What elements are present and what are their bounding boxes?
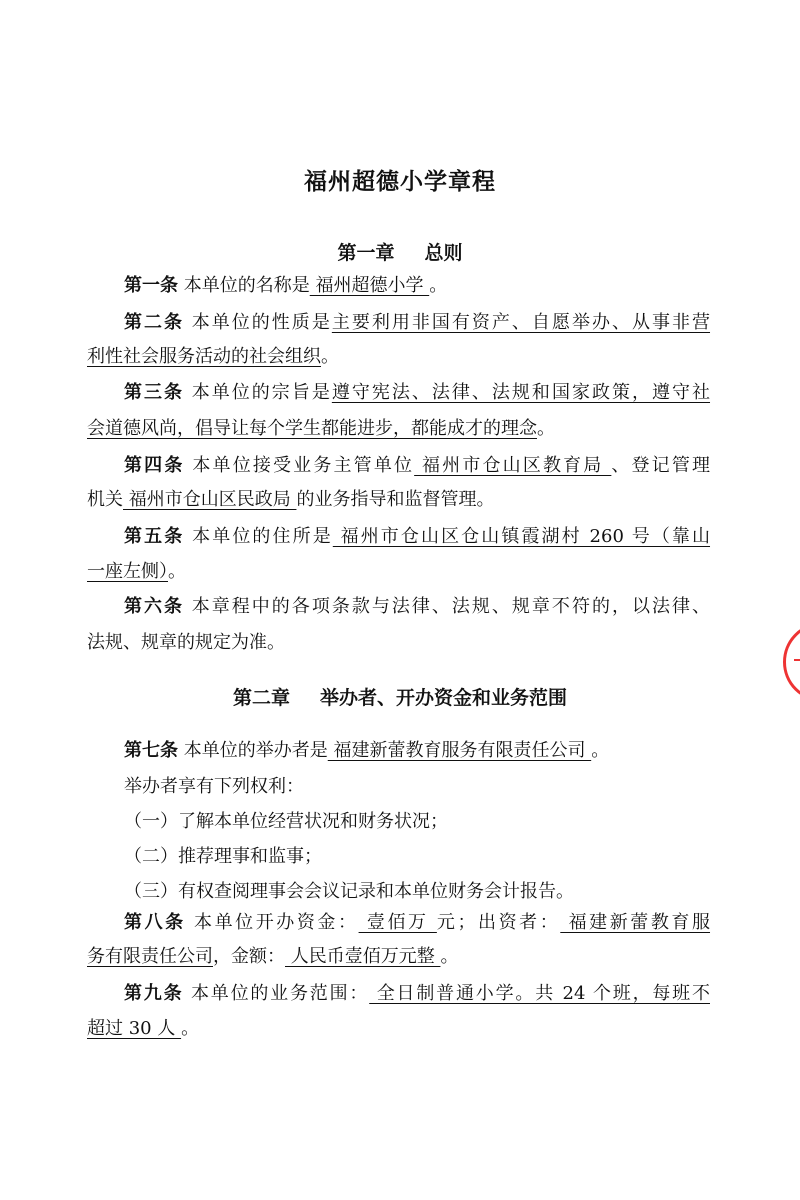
article-7-value: 福建新蕾教育服务有限责任公司 bbox=[327, 740, 592, 761]
article-9-line-2 bbox=[87, 1017, 717, 1041]
article-4-head: 第四条 bbox=[124, 455, 185, 476]
article-7-head: 第七条 bbox=[124, 740, 178, 761]
article-8-unit: 元；出资者： bbox=[436, 912, 561, 933]
article-9-pre: 本单位的业务范围： bbox=[190, 983, 370, 1004]
article-9-line-1 bbox=[124, 982, 754, 1006]
article-2-line-2 bbox=[87, 345, 717, 369]
article-9-post: 。 bbox=[181, 1018, 200, 1039]
article-4-pre: 本单位接受业务主管单位 bbox=[192, 455, 415, 476]
chapter-1-label: 第一章 bbox=[337, 242, 395, 264]
article-9-value-2: 超过 30 人 bbox=[87, 1018, 182, 1039]
article-8-investor-1: 福建新蕾教育服 bbox=[560, 912, 711, 933]
article-8-amount-text: 人民币壹佰万元整 bbox=[285, 946, 441, 967]
article-8-investor-2: 务有限责任公司 bbox=[87, 946, 213, 967]
article-6-line-2 bbox=[87, 631, 717, 655]
article-1-head: 第一条 bbox=[124, 275, 178, 296]
rights-item-1: （一）了解本单位经营状况和财务状况； bbox=[124, 811, 448, 832]
article-5-post: 。 bbox=[168, 561, 186, 582]
chapter-1-name: 总则 bbox=[424, 242, 463, 264]
article-3-value-1: 遵守宪法、法律、法规和国家政策，遵守社 bbox=[331, 382, 711, 403]
article-1-pre: 本单位的名称是 bbox=[183, 275, 310, 296]
article-6-line-2-text: 法规、规章的规定为准。 bbox=[87, 632, 285, 653]
rights-item-3: （三）有权查阅理事会会议记录和本单位财务会计报告。 bbox=[124, 881, 574, 902]
article-5-head: 第五条 bbox=[124, 526, 185, 547]
article-6-line-1 bbox=[124, 595, 754, 619]
rights-intro: 举办者享有下列权利： bbox=[124, 776, 304, 797]
article-6-head: 第六条 bbox=[124, 596, 185, 617]
article-2-pre: 本单位的性质是 bbox=[191, 312, 332, 333]
article-7-pre: 本单位的举办者是 bbox=[183, 740, 328, 761]
article-3-line-2 bbox=[87, 417, 717, 441]
article-7-post: 。 bbox=[591, 740, 610, 761]
article-5-line-2 bbox=[87, 560, 717, 584]
article-8-head: 第八条 bbox=[124, 912, 186, 933]
article-6-line-1-text: 本章程中的各项条款与法律、法规、规章不符的，以法律、 bbox=[191, 596, 710, 617]
article-2-line-1 bbox=[124, 311, 754, 335]
article-2-value-1: 主要利用非国有资产、自愿举办、从事非营 bbox=[331, 312, 711, 333]
article-5-pre: 本单位的住所是 bbox=[192, 526, 333, 547]
article-9-head: 第九条 bbox=[124, 983, 184, 1004]
article-8-line-2 bbox=[87, 945, 717, 969]
article-1 bbox=[124, 274, 754, 298]
article-1-value: 福州超德小学 bbox=[309, 275, 430, 296]
article-3-post: 。 bbox=[537, 418, 555, 439]
article-4-line-2 bbox=[87, 488, 717, 512]
chapter-1-heading bbox=[0, 238, 800, 265]
article-8-pre: 本单位开办资金： bbox=[194, 912, 359, 933]
rights-item-2: （二）推荐理事和监事； bbox=[124, 846, 322, 867]
article-3-head: 第三条 bbox=[124, 382, 185, 403]
article-3-value-2: 会道德风尚，倡导让每个学生都能进步，都能成才的理念 bbox=[87, 418, 537, 439]
document-title: 福州超德小学章程 bbox=[304, 169, 496, 195]
article-1-post: 。 bbox=[429, 275, 448, 296]
article-8-amount: 壹佰万 bbox=[358, 912, 437, 933]
chapter-2-label: 第二章 bbox=[232, 687, 290, 709]
article-2-value-2: 利性社会服务活动的社会组织 bbox=[87, 346, 321, 367]
article-5-value-1: 福州市仓山区仓山镇霞湖村 260 号（靠山 bbox=[332, 526, 711, 547]
article-8-amount-label: ，金额： bbox=[213, 946, 285, 967]
chapter-2-name: 举办者、开办资金和业务范围 bbox=[320, 687, 568, 709]
article-8-post: 。 bbox=[440, 946, 459, 967]
article-2-post: 。 bbox=[321, 346, 339, 367]
article-4-line-1 bbox=[124, 454, 754, 478]
article-8-line-1 bbox=[124, 911, 754, 935]
chapter-2-heading bbox=[0, 683, 800, 710]
article-4-pre-2: 机关 bbox=[87, 489, 123, 510]
article-9-value-1: 全日制普通小学。共 24 个班，每班不 bbox=[369, 983, 710, 1004]
article-5-line-1 bbox=[124, 525, 754, 549]
article-4-mid: 、登记管理 bbox=[611, 455, 711, 476]
article-4-post: 的业务指导和监督管理。 bbox=[296, 489, 495, 510]
article-7 bbox=[124, 739, 754, 763]
article-3-line-1 bbox=[124, 381, 754, 405]
article-4-value-2: 福州市仓山区民政局 bbox=[123, 489, 297, 510]
article-3-pre: 本单位的宗旨是 bbox=[191, 382, 332, 403]
article-2-head: 第二条 bbox=[124, 312, 185, 333]
article-4-value-1: 福州市仓山区教育局 bbox=[414, 455, 612, 476]
article-5-value-2: 一座左侧） bbox=[87, 561, 168, 582]
